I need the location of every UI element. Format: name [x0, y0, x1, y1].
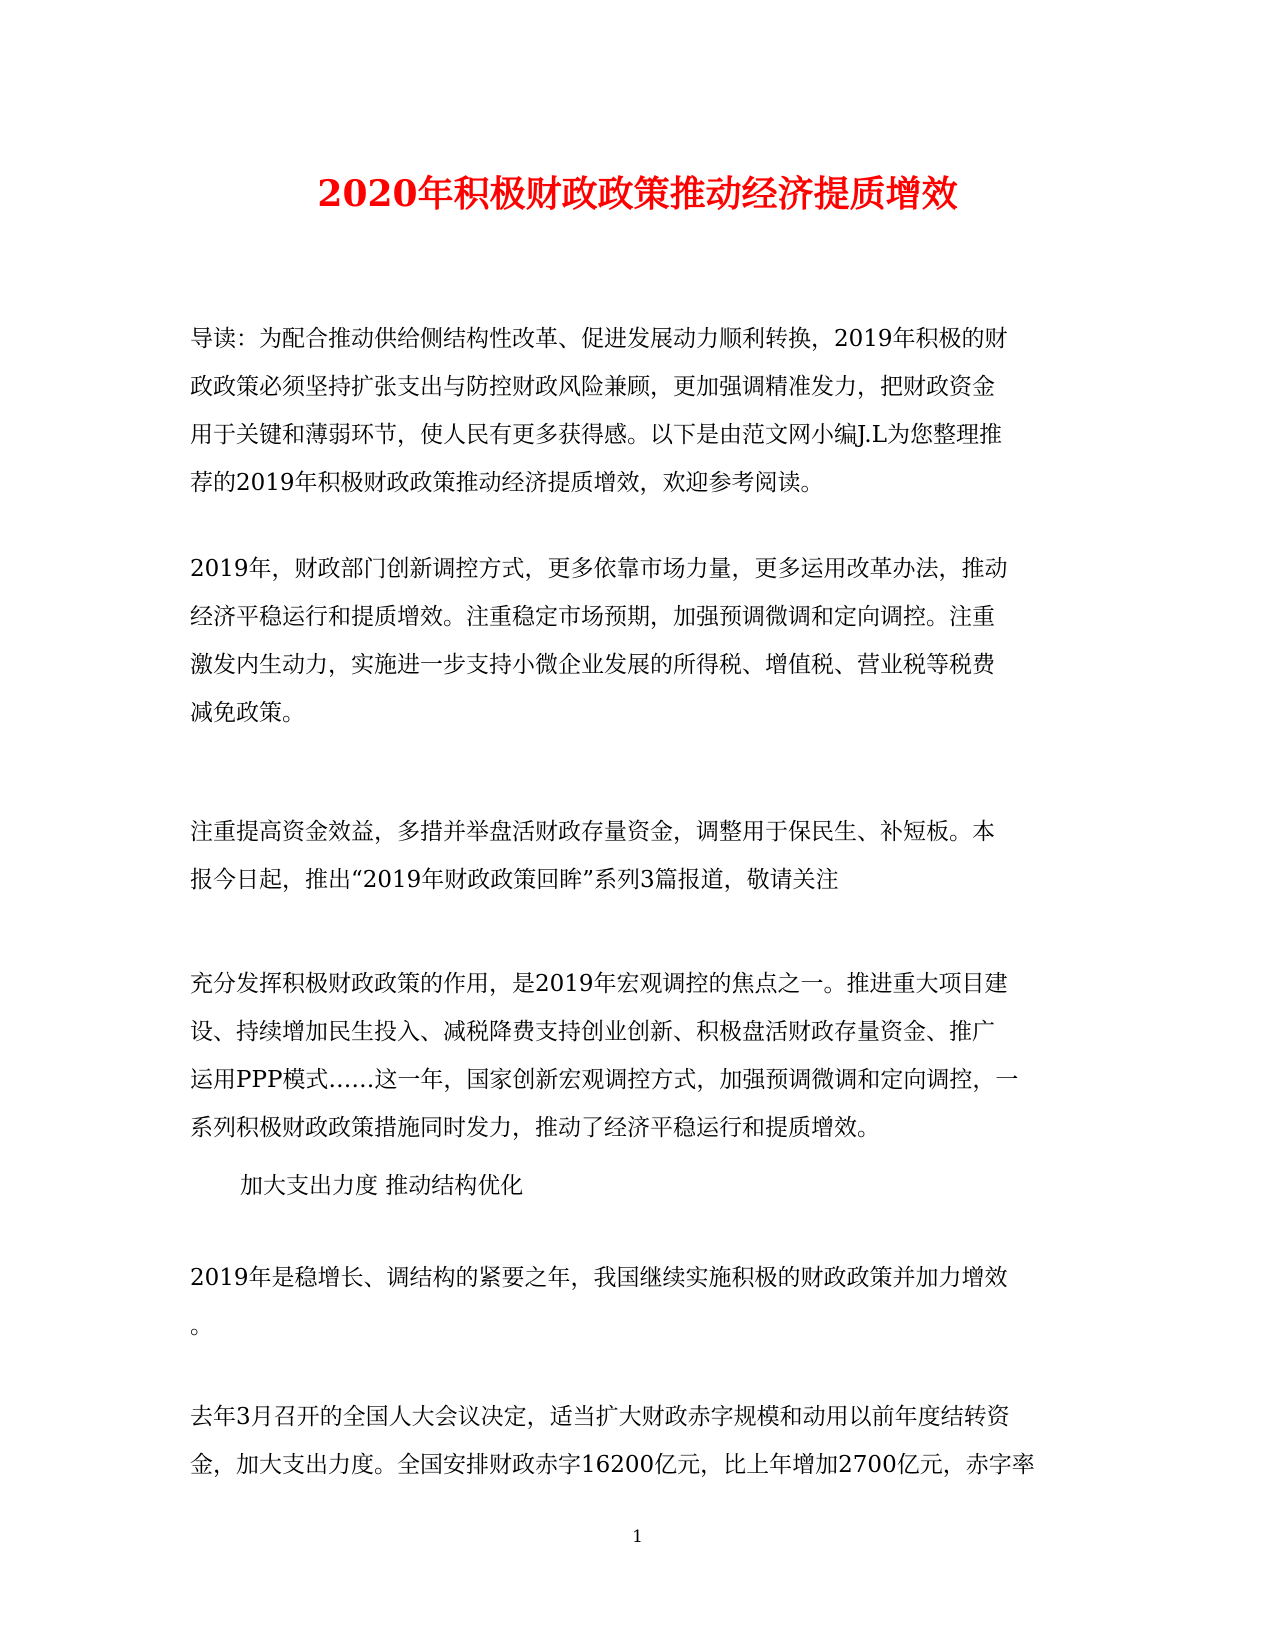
paragraph-line: 导读：为配合推动供给侧结构性改革、促进发展动力顺利转换，2019年积极的财	[190, 326, 1008, 352]
paragraph-intro	[190, 315, 1080, 507]
paragraph-line: 荐的2019年积极财政政策推动经济提质增效，欢迎参考阅读。	[190, 470, 824, 496]
paragraph-line: 报今日起，推出“2019年财政政策回眸”系列3篇报道，敬请关注	[190, 867, 839, 893]
paragraph-line: 设、持续增加民生投入、减税降费支持创业创新、积极盘活财政存量资金、推广	[190, 1019, 995, 1045]
paragraph-line: 充分发挥积极财政政策的作用，是2019年宏观调控的焦点之一。推进重大项目建	[190, 971, 1008, 997]
paragraph-line: 。	[190, 1313, 213, 1339]
paragraph-3	[190, 808, 1080, 904]
paragraph-6	[190, 1393, 1080, 1489]
paragraph-line: 经济平稳运行和提质增效。注重稳定市场预期，加强预调微调和定向调控。注重	[190, 604, 995, 630]
paragraph-line: 2019年是稳增长、调结构的紧要之年，我国继续实施积极的财政政策并加力增效	[190, 1265, 1008, 1291]
paragraph-line: 注重提高资金效益，多措并举盘活财政存量资金，调整用于保民生、补短板。本	[190, 819, 995, 845]
paragraph-5	[190, 1254, 1080, 1350]
paragraph-line: 政政策必须坚持扩张支出与防控财政风险兼顾，更加强调精准发力，把财政资金	[190, 374, 995, 400]
section-subheading: 加大支出力度 推动结构优化	[240, 1173, 524, 1199]
page-number: 1	[632, 1527, 643, 1547]
paragraph-line: 运用PPP模式……这一年，国家创新宏观调控方式，加强预调微调和定向调控，一	[190, 1067, 1019, 1093]
paragraph-line: 去年3月召开的全国人大会议决定，适当扩大财政赤字规模和动用以前年度结转资	[190, 1404, 1010, 1430]
paragraph-line: 2019年，财政部门创新调控方式，更多依靠市场力量，更多运用改革办法，推动	[190, 556, 1008, 582]
document-title: 2020年积极财政政策推动经济提质增效	[317, 173, 958, 215]
paragraph-line: 激发内生动力，实施进一步支持小微企业发展的所得税、增值税、营业税等税费	[190, 652, 995, 678]
paragraph-line: 用于关键和薄弱环节，使人民有更多获得感。以下是由范文网小编J.L为您整理推	[190, 422, 1003, 448]
paragraph-4	[190, 960, 1080, 1152]
paragraph-line: 系列积极财政政策措施同时发力，推动了经济平稳运行和提质增效。	[190, 1115, 880, 1141]
paragraph-line: 金，加大支出力度。全国安排财政赤字16200亿元，比上年增加2700亿元，赤字率	[190, 1452, 1035, 1478]
paragraph-2	[190, 545, 1080, 737]
paragraph-line: 减免政策。	[190, 700, 305, 726]
